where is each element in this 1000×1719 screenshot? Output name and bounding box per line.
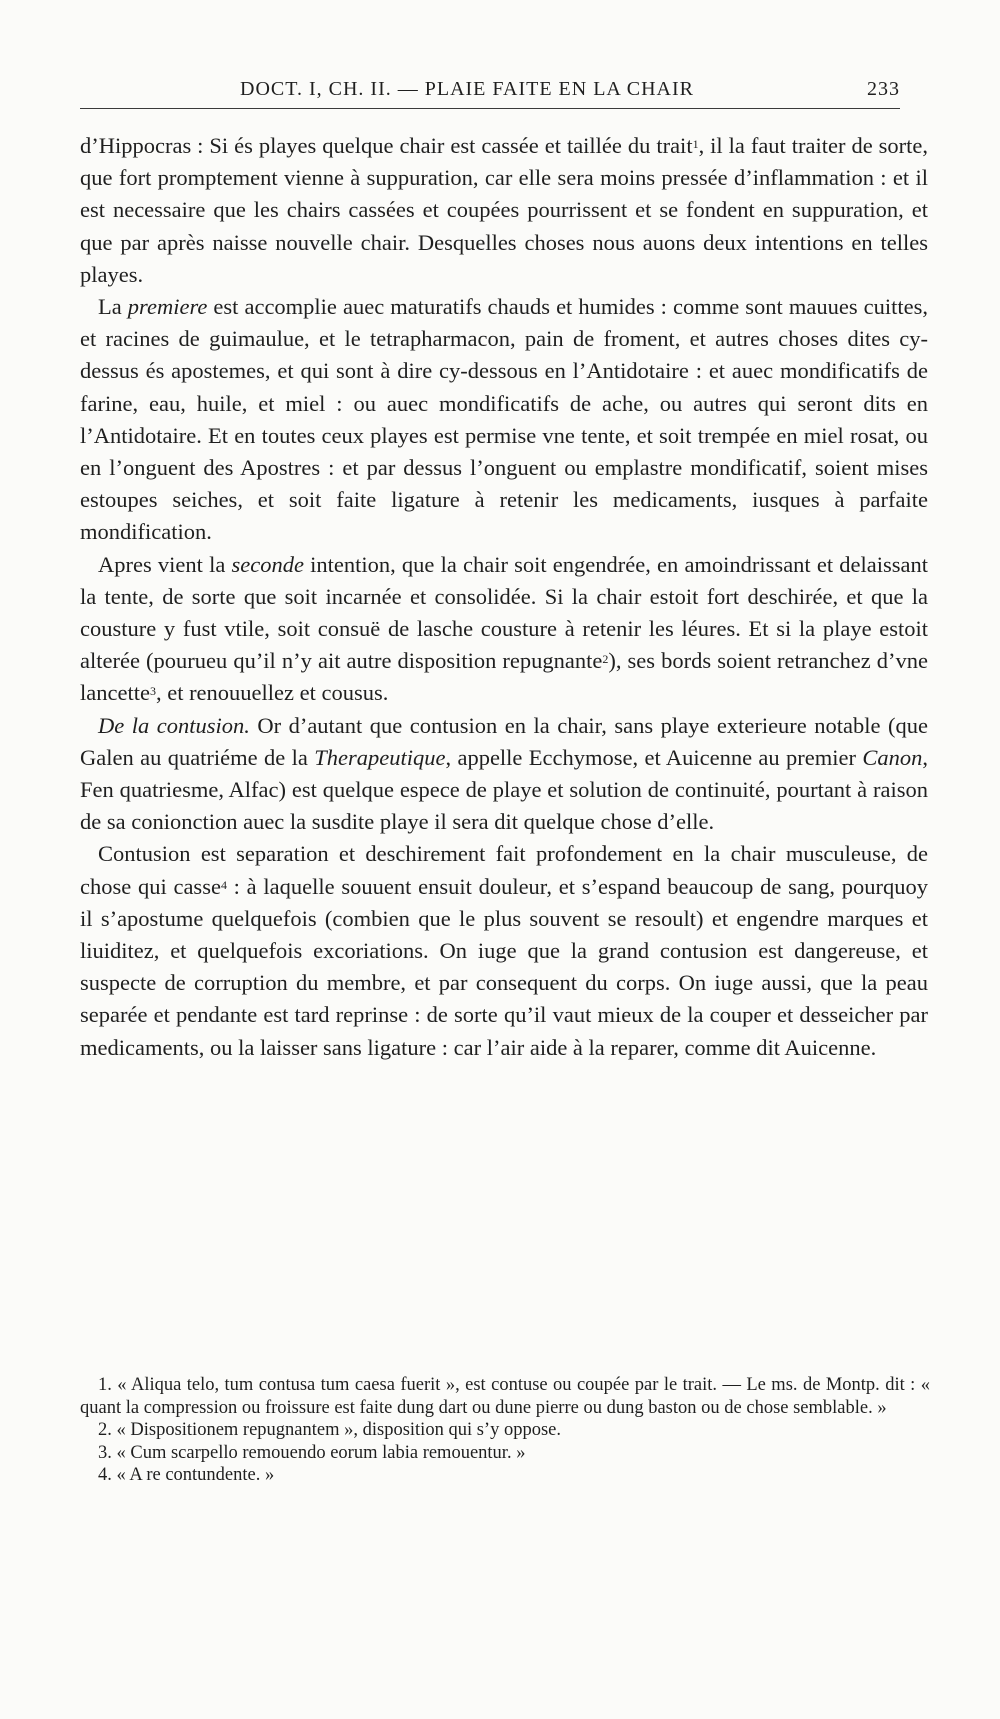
- footnote-1: 1. « Aliqua telo, tum contusa tum caesa fuerit », est contuse ou coupée par le trait. — Le ms. de Montp. dit : « quant la compression ou froissure est faite dung dart ou dune pierre ou dung baston ou de chose semblable. »: [80, 1375, 930, 1418]
- footnote-ref-3[interactable]: 3: [149, 684, 156, 699]
- footnote-ref-4[interactable]: 4: [220, 877, 227, 892]
- section-heading-contusion: De la contusion.: [98, 712, 250, 738]
- body-text: [80, 130, 928, 1064]
- footnotes: [80, 1374, 930, 1487]
- page-number: 233: [867, 78, 900, 100]
- running-title: DOCT. I, CH. II. — PLAIE FAITE EN LA CHAIR: [240, 78, 695, 100]
- paragraph-4: De la contusion. Or d’autant que contusion en la chair, sans playe exterieure notable (que Galen au quatriéme de la Therapeutique, appelle Ecchymose, et Auicenne au premier Canon, Fen quatriesme, Alfac) est quelque espece de playe et solution de continuité, pourtant à raison de sa conionction auec la susdite playe il sera dit quelque chose d’elle.: [80, 712, 929, 835]
- emphasis-canon: Canon: [862, 744, 923, 770]
- paragraph-3: Apres vient la seconde intention, que la chair soit engendrée, en amoindrissant et delaissant la tente, de sorte que soit incarnée et consolidée. Si la chair estoit fort deschirée, et que la cousture y fust vtile, soit consuë de lasche cousture à retenir les léures. Et si la playe estoit alterée (pourueu qu’il n’y ait autre disposition repugnante$^2$), ses bords soient retranchez d’vne lancette$^3$, et renouuellez et cousus.: [80, 551, 928, 706]
- emphasis-seconde: seconde: [231, 551, 304, 577]
- footnote-2: 2. « Dispositionem repugnantem », disposition qui s’y oppose.: [98, 1420, 561, 1440]
- running-header: [80, 76, 900, 109]
- paragraph-1: d’Hippocras : Si és playes quelque chair est cassée et taillée du trait$^1$, il la faut traiter de sorte, que fort promptement vienne à suppuration, car elle sera moins pressée d’inflammation : et il est necessaire que les chairs cassées et coupées pourrissent et se fondent en suppuration, et que par après naisse nouvelle chair. Desquelles choses nous auons deux intentions en telles playes.: [80, 133, 928, 287]
- emphasis-premiere: premiere: [127, 294, 208, 320]
- emphasis-therapeutique: Therapeutique: [314, 744, 446, 770]
- footnote-4: 4. « A re contundente. »: [98, 1465, 275, 1485]
- paragraph-5: Contusion est separation et deschirement fait profondement en la chair musculeuse, de chose qui casse$^4$ : à laquelle souuent ensuit douleur, et s’espand beaucoup de sang, pourquoy il s’apostume quelquefois (combien que le plus souvent se resoult) et engendre marques et liuiditez, et quelquefois excoriations. On iuge que la grand contusion est dangereuse, et suspecte de corruption du membre, et par consequent du corps. On iuge aussi, que la peau separée et pendante est tard reprinse : de sorte qu’il vaut mieux de la couper et desseicher par medicaments, ou la laisser sans ligature : car l’air aide à la reparer, comme dit Auicenne.: [80, 841, 928, 1060]
- footnote-ref-1[interactable]: 1: [692, 137, 699, 151]
- footnote-3: 3. « Cum scarpello remouendo eorum labia remouentur. »: [98, 1442, 526, 1463]
- paragraph-2: La premiere est accomplie auec maturatifs chauds et humides : comme sont mauues cuittes, et racines de guimaulue, et le tetrapharmacon, pain de froment, et autres choses dites cy-dessus és apostemes, et qui sont à dire cy-dessous en l’Antidotaire : et auec mondificatifs de farine, eau, huile, et miel : ou auec mondificatifs de ache, ou autres qui seront dits en l’Antidotaire. Et en toutes ceux playes est permise vne tente, et soit trempée en miel rosat, ou en l’onguent des Apostres : et par dessus l’onguent ou emplastre mondificatif, soient mises estoupes seiches, et soit faite ligature à retenir les medicaments, iusques à parfaite mondification.: [80, 294, 928, 545]
- footnote-ref-2[interactable]: 2: [602, 652, 609, 667]
